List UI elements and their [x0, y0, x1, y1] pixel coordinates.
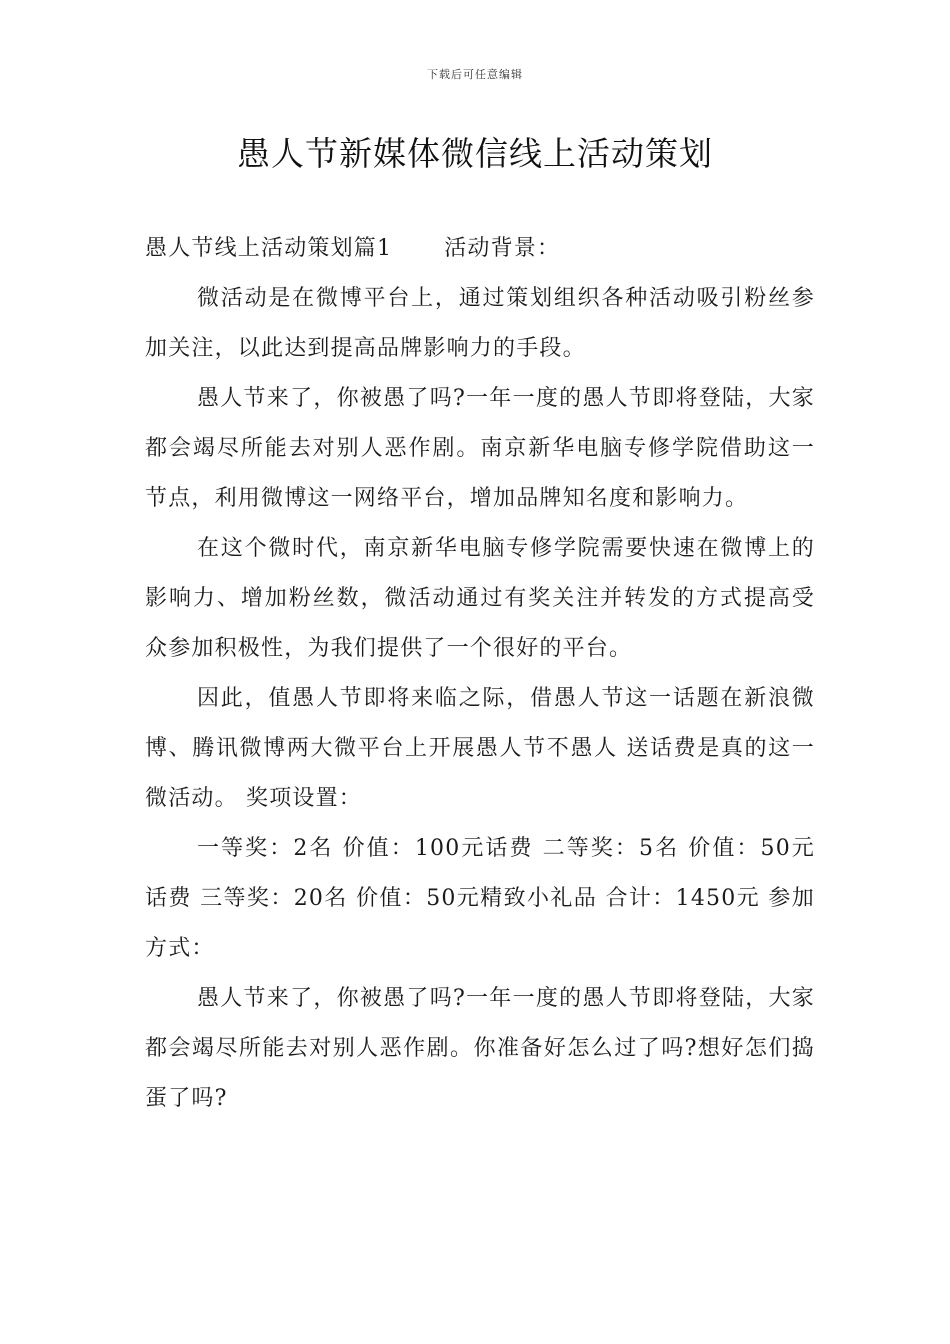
paragraph: 一等奖：2名 价值：100元话费 二等奖：5名 价值：50元话费 三等奖：20名 价值：50元精致小礼品 合计：1450元 参加方式：: [145, 836, 815, 961]
section-heading-line: [145, 224, 815, 274]
paragraph: 愚人节来了，你被愚了吗?一年一度的愚人节即将登陆，大家都会竭尽所能去对别人恶作剧。南京新华电脑专修学院借助这一节点，利用微博这一网络平台，增加品牌知名度和影响力。: [145, 386, 815, 511]
document-body: [145, 224, 815, 1124]
paragraph: 因此，值愚人节即将来临之际，借愚人节这一话题在新浪微博、腾讯微博两大微平台上开展愚人节不愚人 送话费是真的这一微活动。 奖项设置：: [145, 686, 815, 811]
paragraph: 微活动是在微博平台上，通过策划组织各种活动吸引粉丝参加关注，以此达到提高品牌影响力的手段。: [145, 286, 815, 361]
paragraph: 在这个微时代，南京新华电脑专修学院需要快速在微博上的影响力、增加粉丝数，微活动通过有奖关注并转发的方式提高受众参加积极性，为我们提供了一个很好的平台。: [145, 536, 815, 661]
header-note: 下载后可任意编辑: [427, 68, 523, 81]
section-heading: 愚人节线上活动策划篇1: [145, 236, 393, 261]
page-title: 愚人节新媒体微信线上活动策划: [237, 134, 713, 173]
background-label: 活动背景：: [444, 236, 561, 261]
paragraph: 愚人节来了，你被愚了吗?一年一度的愚人节即将登陆，大家都会竭尽所能去对别人恶作剧。你准备好怎么过了吗?想好怎们捣蛋了吗?: [145, 986, 815, 1111]
